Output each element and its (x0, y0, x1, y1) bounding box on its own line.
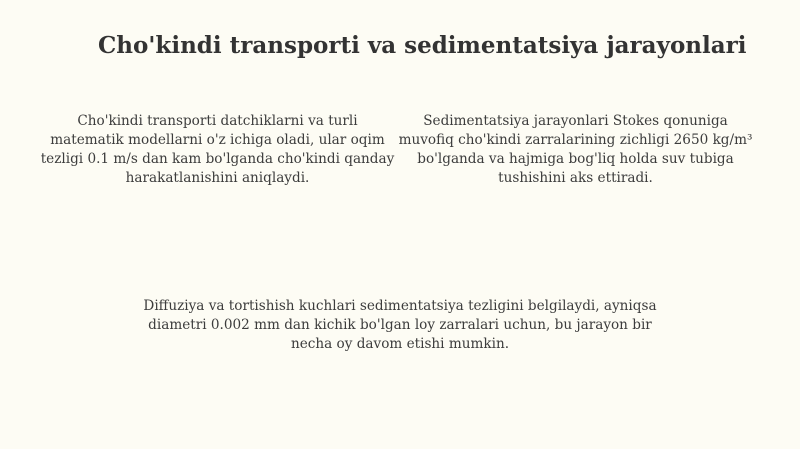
paragraph-sedimentation-processes: Sedimentatsiya jarayonlari Stokes qonuniga muvofiq cho'kindi zarralarining zichligi 2650 kg/m³ bo'lganda va hajmiga bog'liq holda suv tubiga tushishini aks ettiradi. (398, 113, 753, 186)
page-title: Cho'kindi transporti va sedimentatsiya jarayonlari (98, 32, 747, 59)
paragraph-sediment-transport: Cho'kindi transporti datchiklarni va turli matematik modellarni o'z ichiga oladi, ular oqim tezligi 0.1 m/s dan kam bo'lganda cho'kindi qanday harakatlanishini aniqlaydi. (40, 113, 395, 186)
paragraph-diffusion-gravity: Diffuziya va tortishish kuchlari sedimentatsiya tezligini belgilaydi, ayniqsa diametri 0.002 mm dan kichik bo'lgan loy zarralari uchun, bu jarayon bir necha oy davom etishi mumkin. (143, 298, 657, 352)
